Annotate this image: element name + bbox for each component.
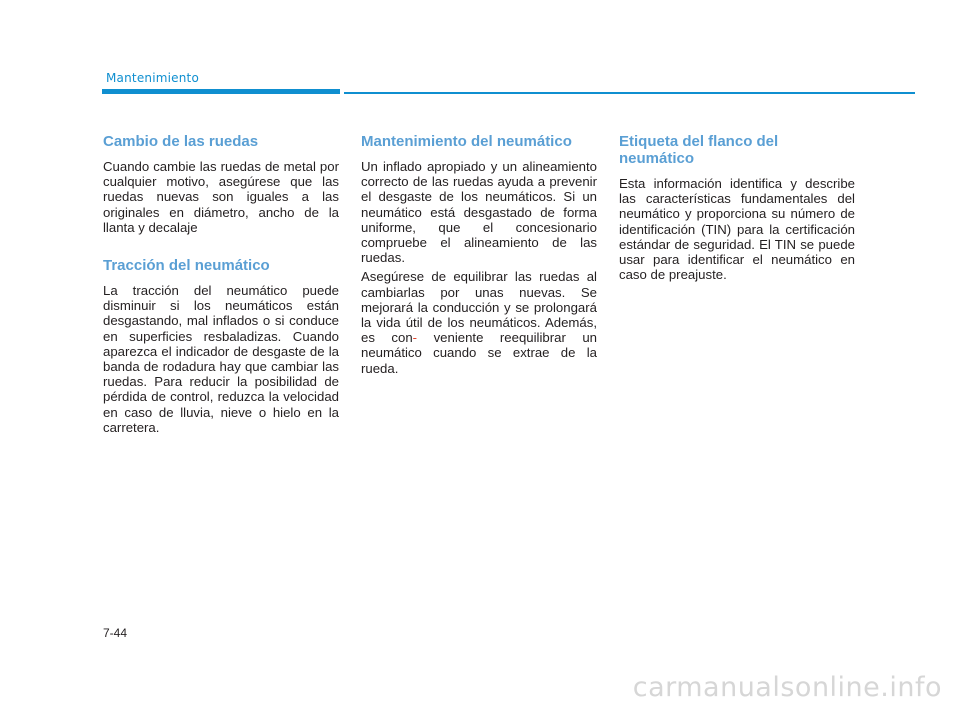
heading-traccion: Tracción del neumático bbox=[103, 257, 270, 275]
page-number: 7-44 bbox=[103, 626, 128, 640]
header-rule-thin bbox=[344, 92, 915, 94]
heading-etiqueta-flanco: Etiqueta del flanco del neumático bbox=[619, 133, 779, 167]
column-3 bbox=[619, 133, 855, 286]
column-2 bbox=[361, 133, 597, 380]
paragraph-etiqueta-flanco: Esta información identifica y describe las características fundamentales del neumático y proporciona su número de identificación (TIN) para la certificación estándar de seguridad. El TIN se puede usar para identificar el neumático en caso de preajuste. bbox=[619, 176, 855, 283]
paragraph-equilibrar bbox=[361, 269, 597, 375]
paragraph-equilibrar-part-1: Asegúrese de equilibrar las ruedas al cambiarlas por unas nuevas. Se mejorará la conducción y se prolongará la vida útil de los neumáticos. Además, es con bbox=[361, 269, 597, 346]
hyphen-mark: - bbox=[412, 330, 418, 346]
heading-mantenimiento-neumatico: Mantenimiento del neumático bbox=[361, 133, 572, 150]
section-label: Mantenimiento bbox=[106, 71, 199, 85]
watermark: carmanualsonline.info bbox=[632, 672, 942, 703]
paragraph-traccion: La tracción del neumático puede disminuir si los neumáticos están desgastando, mal inflados o si conduce en superficies resbaladizas. Cuando aparezca el indicador de desgaste de la banda de rodadura hay que cambiar las ruedas. Para reducir la posibilidad de pérdida de control, reduzca la velocidad en caso de lluvia, nieve o hielo en la carretera. bbox=[103, 283, 339, 435]
header-rule-thick bbox=[102, 89, 340, 94]
column-1 bbox=[103, 133, 339, 439]
heading-cambio-ruedas: Cambio de las ruedas bbox=[103, 133, 259, 150]
paragraph-equilibrar-part-2: veniente reequilibrar un neumático cuando se extrae de la rueda. bbox=[361, 330, 598, 376]
paragraph-inflado: Un inflado apropiado y un alineamiento correcto de las ruedas ayuda a prevenir el desgaste de los neumáticos. Si un neumático está desgastado de forma uniforme, que el concesionario compruebe el alineamiento de las ruedas. bbox=[361, 159, 597, 266]
paragraph-cambio-ruedas: Cuando cambie las ruedas de metal por cualquier motivo, asegúrese que las ruedas nuevas son iguales a las originales en diámetro, ancho de la llanta y decalaje bbox=[103, 159, 339, 235]
